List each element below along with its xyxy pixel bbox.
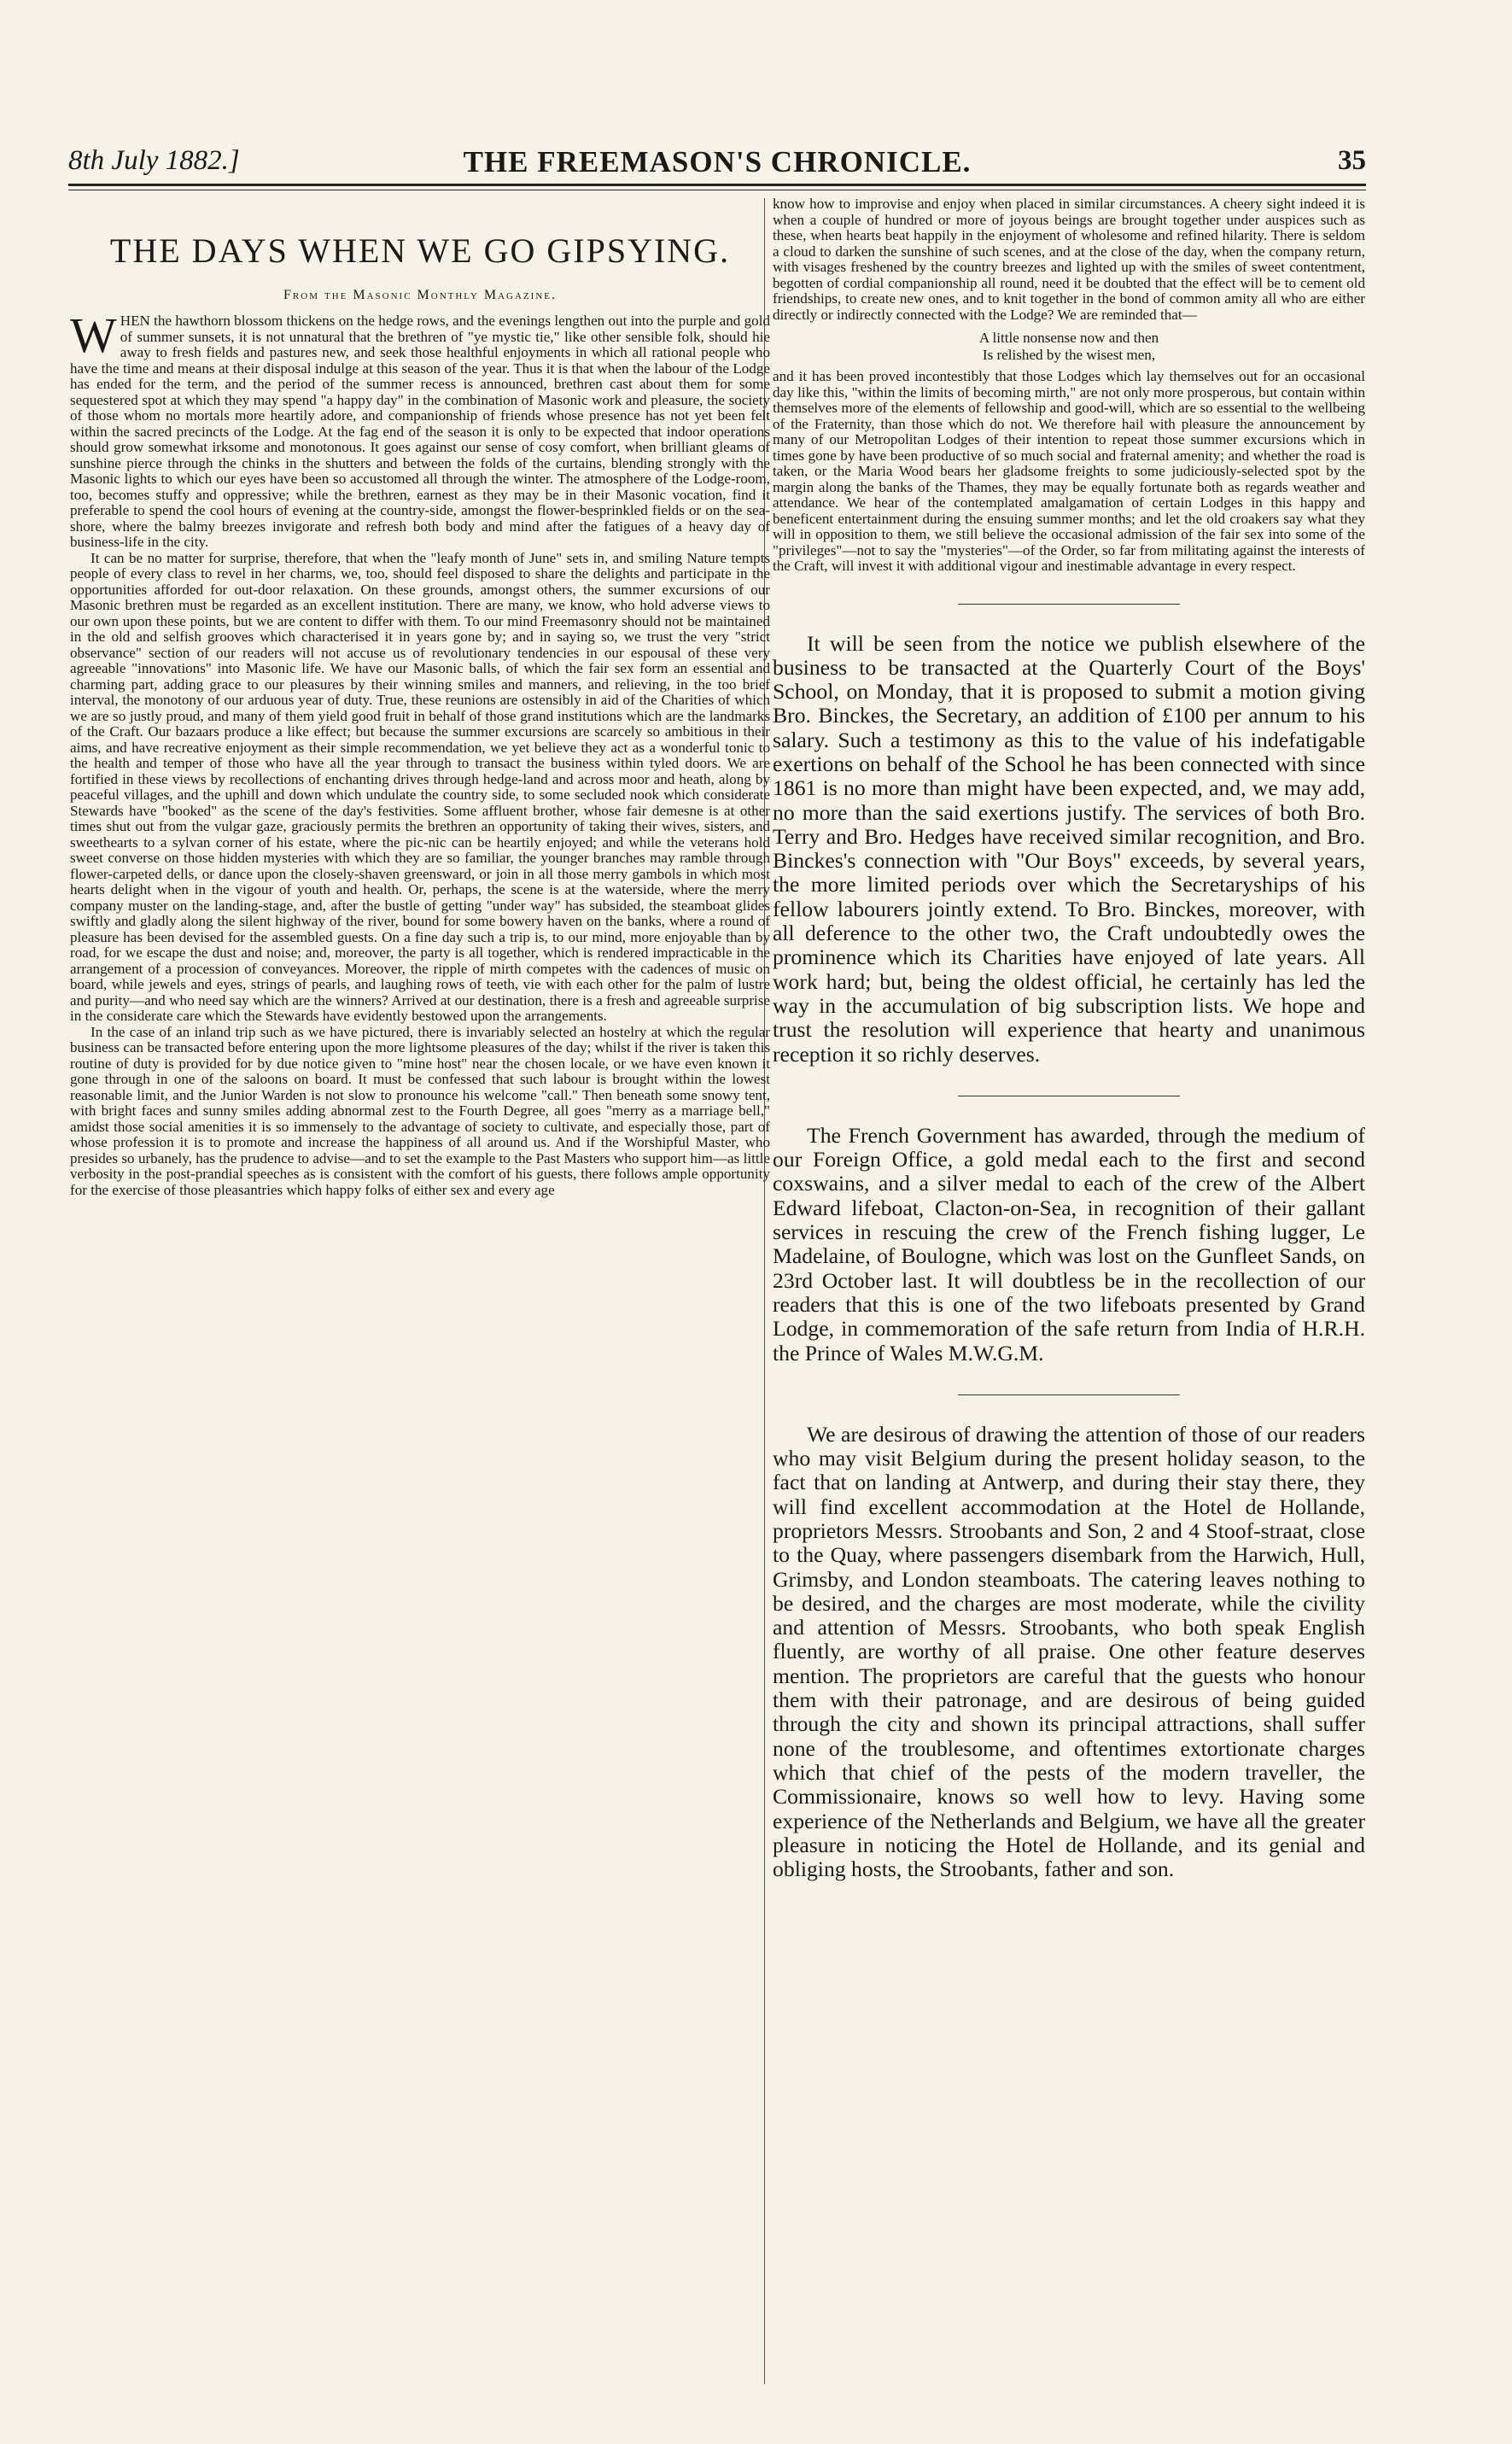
page-number: 35 <box>1338 145 1366 176</box>
notice-hotel-de-hollande: We are desirous of drawing the attention of those of our readers who may visit Belgium during the present holiday season, to the fact that on landing at Antwerp, and during their stay there, they will find excellent accommodation at the Hotel de Hollande, proprietors Messrs. Stroobants and Son, 2 and 4 Stoof-straat, close to the Quay, where passengers disembark from the Harwich, Hull, Grimsby, and London steamboats. The catering leaves nothing to be desired, and the charges are most moderate, while the civility and attention of Messrs. Stroobants, who both speak English fluently, are worthy of all praise. One other feature deserves mention. The proprietors are careful that the guests who honour them with their patronage, and are desirous of being guided through the city and shown its principal attractions, shall suffer none of the troublesome, and oftentimes extortionate charges which that chief of the pests of the modern traveller, the Commissionaire, knows so well how to levy. Having some experience of the Netherlands and Belgium, we have all the greater pleasure in noticing the Hotel de Hollande, and its genial and obliging hosts, the Stroobants, father and son. <box>773 1421 1365 1882</box>
article-paragraph-1-text: HEN the hawthorn blossom thickens on the hedge rows, and the evenings lengthen out into the purple and gold of summer sunsets, it is not unnatural that the brethren of "ye mystic tie," like other sensible folk, should hie away to fresh fields and pastures new, and seek those healthful enjoyments in which all rational people who have the time and means at their disposal indulge at this season of the year. Thus it is that when the labour of the Lodge has ended for the term, and the period of the summer recess is announced, brethren cast about them for some sequestered spot at which they may spend "a happy day" in the combination of Masonic work and pleasure, the society of those whom no mortals more heartily adore, and companionship of friends whose presence has not yet been felt within the sacred precincts of the Lodge. At the fag end of the season it is only to be expected that indoor operations should grow somewhat irksome and monotonous. It goes against our sense of cosy comfort, when brilliant gleams of sunshine pierce through the chinks in the shutters and between the folds of the curtains, blending strongly with the Masonic lights to which our eyes have been so accustomed all through the winter. The atmosphere of the Lodge-room, too, becomes stuffy and oppressive; while the brethren, earnest as they may be in their Masonic vocation, find it preferable to spend the cool hours of evening at the country-side, amongst the flower-besprinkled fields or on the sea-shore, where the balmy breezes invigorate and refresh both body and mind after the fatigues of a heavy day of business-life in the city. <box>70 313 770 550</box>
right-column <box>773 196 1365 2383</box>
drop-cap: W <box>70 307 117 363</box>
section-separator <box>958 1394 1180 1395</box>
article-paragraph-3: In the case of an inland trip such as we have pictured, there is invariably selected an hostelry at which the regular business can be transacted before entering upon the more lightsome pleasures of the day; whilst if the river is taken this routine of duty is provided for by due notice given to "mine host" near the chosen locale, or we have even known it gone through in one of the saloons on board. It must be confessed that such labour is brought within the lowest reasonable limit, and the Junior Warden is not slow to pronounce his welcome "call." Then beneath some snowy tent, with bright faces and sunny smiles adding abnormal zest to the Fourth Degree, all goes "merry as a marriage bell," amidst those social amenities it is so immensely to the advantage of society to cultivate, and especially those, part of whose profession it is to promote and increase the happiness of all around us. And if the Worshipful Master, who presides so urbanely, has the prudence to advise—and to set the example to the Past Masters who support him—as little verbosity in the post-prandial speeches as is consistent with the comfort of his guests, there follows ample opportunity for the exercise of those pleasantries which happy folks of either sex and every age <box>70 1023 770 1198</box>
article-continuation-1: know how to improvise and enjoy when placed in similar circumstances. A cheery sight indeed it is when a couple of hundred or more of joyous beings are brought together under auspices such as these, when hearts beat happily in the enjoyment of wholesome and refined hilarity. There is seldom a cloud to darken the sunshine of such scenes, and at the close of the day, when the company return, with visages freshened by the country breezes and lighted up with the smiles of sweet contentment, begotten of cordial companionship all round, need it be doubted that the effect will be to cement old friendships, to create new ones, and to knit together in the bond of common amity all who are either directly or indirectly connected with the Lodge? We are reminded that— <box>773 196 1365 323</box>
newspaper-title: THE FREEMASON'S CHRONICLE. <box>463 145 972 178</box>
notice-boys-school: It will be seen from the notice we publish elsewhere of the business to be transacted at the Quarterly Court of the Boys' School, on Monday, that it is proposed to submit a motion giving Bro. Binckes, the Secretary, an addition of £100 per annum to his salary. Such a testimony as this to the value of his indefatigable exertions on behalf of the School he has been connected with since 1861 is no more than might have been expected, and, we may add, no more than the said exertions justify. The services of both Bro. Terry and Bro. Hedges have received similar recognition, and Bro. Binckes's connection with "Our Boys" exceeds, by several years, the more limited periods over which the Secretaryships of his fellow labourers jointly extend. To Bro. Binckes, moreover, with all deference to the other two, the Craft undoubtedly owes the prominence which its Charities have enjoyed of late years. All work hard; but, being the oldest official, he certainly has led the way in the accumulation of big subscription lists. We hope and trust the resolution will experience that hearty and unanimous reception it so richly deserves. <box>773 630 1365 1067</box>
article-title: THE DAYS WHEN WE GO GIPSYING. <box>109 231 731 270</box>
notice-lifeboat-medals: The French Government has awarded, through the medium of our Foreign Office, a gold medal each to the first and second coxswains, and a silver medal to each of the crew of the Albert Edward lifeboat, Clacton-on-Sea, in recognition of their gallant services in rescuing the crew of the French fishing lugger, Le Madelaine, of Boulogne, which was lost on the Gunfleet Sands, on 23rd October last. It will doubtless be in the recollection of our readers that this is one of the two lifeboats presented by Grand Lodge, in commemoration of the safe return from India of H.R.H. the Prince of Wales M.W.G.M. <box>773 1122 1365 1365</box>
article-paragraph-1 <box>70 307 770 551</box>
article-source: From the Masonic Monthly Magazine. <box>283 288 557 302</box>
issue-date: 8th July 1882.] <box>68 145 240 176</box>
masthead-rule-thick <box>68 184 1366 186</box>
article-continuation-2: and it has been proved incontestibly that those Lodges which lay themselves out for an occasional day like this, "within the limits of becoming mirth," are not only more prosperous, but contain within themselves more of the elements of fellowship and good-will, which are so essential to the wellbeing of the Fraternity, than those which do not. We therefore hail with pleasure the announcement by many of our Metropolitan Lodges of their intention to repeat those summer excursions which in times gone by have been productive of so much social and fraternal amenity; and whether the road is taken, or the Maria Wood bears her gladsome freights to some judiciously-selected spot by the margin along the banks of the Thames, they may be equally fortunate both as regards weather and attendance. We hear of the contemplated amalgamation of certain Lodges in this happy and beneficent entertainment during the ensuing summer months; and let the old croakers say what they will in opposition to them, we still believe the occasional admission of the fair sex into some of the "privileges"—not to say the "mysteries"—of the Order, so far from militating against the interests of the Craft, will invest it with additional vigour and inestimable advantage in every respect. <box>773 368 1365 574</box>
section-separator <box>958 604 1180 605</box>
article-paragraph-2: It can be no matter for surprise, therefore, that when the "leafy month of June" sets in, and smiling Nature tempts people of every class to revel in her charms, we, too, should feel disposed to share the delights and participate in the opportunities afforded for out-door relaxation. On these grounds, amongst others, the summer excursions of our Masonic brethren must be regarded as an excellent institution. There are many, we know, who hold adverse views to our own upon these points, but we are content to differ with them. To our mind Freemasonry should not be maintained in the old and selfish grooves which characterised it in years gone by; and in saying so, we trust the very "strict observance" section of our readers will not accuse us of revolutionary tendencies in our espousal of these very agreeable "innovations" into Masonic life. We have our Masonic balls, of which the fair sex form an essential and charming part, adding grace to our pleasures by their winning smiles and manners, and relieving, in the too brief interval, the monotony of our arduous year of duty. True, these reunions are ostensibly in aid of the Charities of which we are so justly proud, and many of them yield good fruit in behalf of those grand institutions which are the landmarks of the Craft. Our bazaars produce a like effect; but because the summer excursions are scarcely so ambitious in their aims, and have recreative enjoyment as their simple recommendation, we yet believe they act as a wonderful tonic to the health and temper of those who have all the year through to transact the business within tyled doors. We are fortified in these views by recollections of enchanting drives through hedge-land and across moor and heath, along by peaceful villages, and the uphill and down which undulate the country side, to some secluded nook which considerate Stewards have "booked" as the scene of the day's festivities. Some affluent brother, whose fair demesne is at other times shut out from the vulgar gaze, graciously permits the brethren an opportunity of taking their wives, sisters, and sweethearts to a sylvan corner of his estate, where the pic-nic can be heartily enjoyed; and while the veterans hold sweet converse on those hidden mysteries with which they are so familiar, the younger branches may ramble through flower-carpeted dells, or dance upon the closely-shaven greensward, or join in all those merry gambols in which most hearts delight when in the vigour of youth and health. Or, perhaps, the scene is at the waterside, where the merry company muster on the landing-stage, and, after the bustle of getting "under way" has subsided, the steamboat glides swiftly and gladly along the silent highway of the river, bound for some bowery haven on the banks, where a round of pleasure has been devised for the assembled guests. On a fine day such a trip is, to our mind, more enjoyable than by road, for we escape the dust and noise; and, moreover, the party is all together, which is rendered impracticable in the arrangement of a procession of conveyances. Moreover, the ripple of mirth competes with the cadences of music on board, while jewels and eyes, strings of pearls, and laughing rows of teeth, vie with each other for the palm of lustre and purity—and who need say which are the winners? Arrived at our destination, there is a fresh and agreeable surprise in the considerate care which the Stewards have evidently bestowed upon the arrangements. <box>70 549 770 1024</box>
verse-line-2: Is relished by the wisest men, <box>982 347 1156 363</box>
verse-line-1: A little nonsense now and then <box>978 330 1159 346</box>
left-column <box>70 203 770 2389</box>
masthead <box>68 145 1366 179</box>
verse-quote <box>773 330 1365 364</box>
